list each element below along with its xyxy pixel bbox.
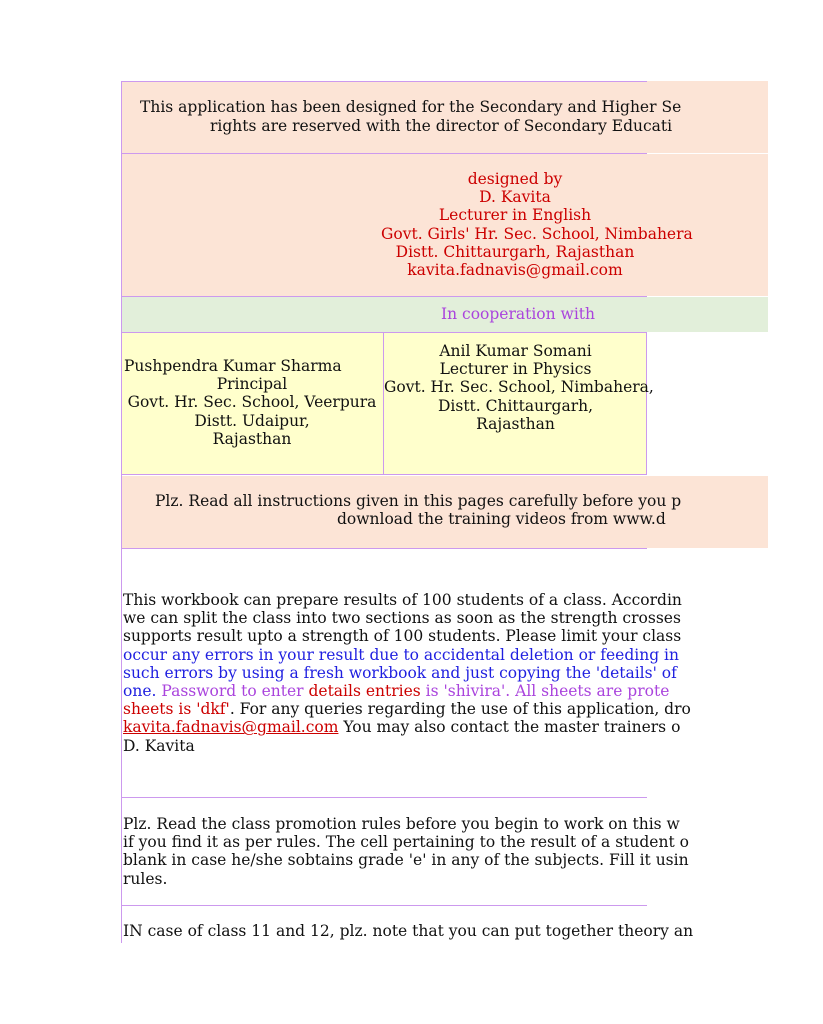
promotion-line-2: if you find it as per rules. The cell pertaining to the result of a student o	[123, 833, 689, 852]
promotion-line-3: blank in case he/she sobtains grade 'e' in any of the subjects. Fill it usin	[123, 851, 689, 870]
workbook-line-5: such errors by using a fresh workbook and just copying the 'details' of	[123, 663, 677, 682]
workbook-line-6	[123, 682, 823, 700]
contact-lecturer	[384, 342, 654, 433]
notice-line-1: This application has been designed for the Secondary and Higher Se	[140, 98, 682, 116]
workbook-line-9: D. Kavita	[123, 736, 195, 755]
class11-line-1: IN case of class 11 and 12, plz. note that you can put together theory an	[123, 922, 694, 940]
principal-district: Distt. Udaipur,	[194, 411, 310, 430]
workbook-line-8	[123, 718, 823, 736]
workbook-line-7	[123, 700, 823, 718]
designer-district: Distt. Chittaurgarh, Rajasthan	[395, 242, 635, 261]
lecturer-role: Lecturer in Physics	[439, 360, 592, 379]
promotion-line-4: rules.	[123, 869, 168, 888]
workbook-line-6c: details entries	[308, 682, 421, 701]
instructions-line-1: Plz. Read all instructions given in this pages carefully before you p	[155, 492, 682, 510]
class11-paragraph	[123, 922, 823, 940]
workbook-paragraph	[123, 591, 823, 755]
workbook-line-2: we can split the class into two sections as soon as the strength crosses	[123, 609, 681, 628]
principal-school: Govt. Hr. Sec. School, Veerpura	[127, 393, 377, 412]
designer-email: kavita.fadnavis@gmail.com	[407, 261, 623, 280]
promotion-line-1: Plz. Read the class promotion rules before you begin to work on this w	[123, 815, 680, 833]
designer-name: D. Kavita	[479, 188, 551, 207]
designed-by-label: designed by	[467, 170, 563, 188]
notice-cell	[121, 81, 682, 153]
workbook-cell	[121, 549, 691, 797]
workbook-line-7a: sheets is 'dkf'	[123, 700, 230, 719]
workbook-line-6d: is 'shivira'. All sheets are prote	[420, 682, 670, 701]
workbook-line-1: This workbook can prepare results of 100 students of a class. Accordin	[123, 591, 682, 609]
contact-principal	[121, 357, 383, 448]
instructions-cell	[121, 476, 682, 548]
cooperation-label: In cooperation with	[441, 305, 595, 323]
workbook-line-7b: . For any queries regarding the use of this application, dro	[229, 700, 691, 719]
lecturer-school: Govt. Hr. Sec. School, Nimbahera,	[384, 378, 654, 397]
worksheet	[121, 81, 768, 943]
lecturer-district: Distt. Chittaurgarh,	[437, 396, 594, 415]
notice-line-2: rights are reserved with the director of Secondary Educati	[210, 117, 673, 135]
workbook-line-6a: one.	[123, 682, 162, 701]
promotion-paragraph	[123, 815, 823, 888]
designer-role: Lecturer in English	[438, 206, 592, 225]
designer-school: Govt. Girls' Hr. Sec. School, Nimbahera	[381, 224, 693, 243]
principal-name: Pushpendra Kumar Sharma	[124, 357, 342, 375]
workbook-line-8b: You may also contact the master trainers o	[338, 718, 681, 737]
designer-cell	[121, 154, 693, 296]
lecturer-state: Rajasthan	[476, 414, 555, 433]
promotion-cell	[121, 798, 689, 905]
principal-role: Principal	[216, 375, 288, 394]
principal-state: Rajasthan	[212, 429, 292, 448]
workbook-line-6b: Password to enter	[161, 682, 309, 701]
instructions-line-2: download the training videos from www.d	[337, 510, 666, 528]
cooperation-cell	[121, 297, 647, 332]
workbook-line-3: supports result upto a strength of 100 students. Please limit your class	[123, 627, 682, 646]
email-link[interactable]: kavita.fadnavis@gmail.com	[123, 718, 339, 737]
lecturer-name: Anil Kumar Somani	[439, 342, 592, 360]
workbook-line-4: occur any errors in your result due to accidental deletion or feeding in	[123, 645, 679, 664]
class11-cell	[121, 906, 694, 943]
